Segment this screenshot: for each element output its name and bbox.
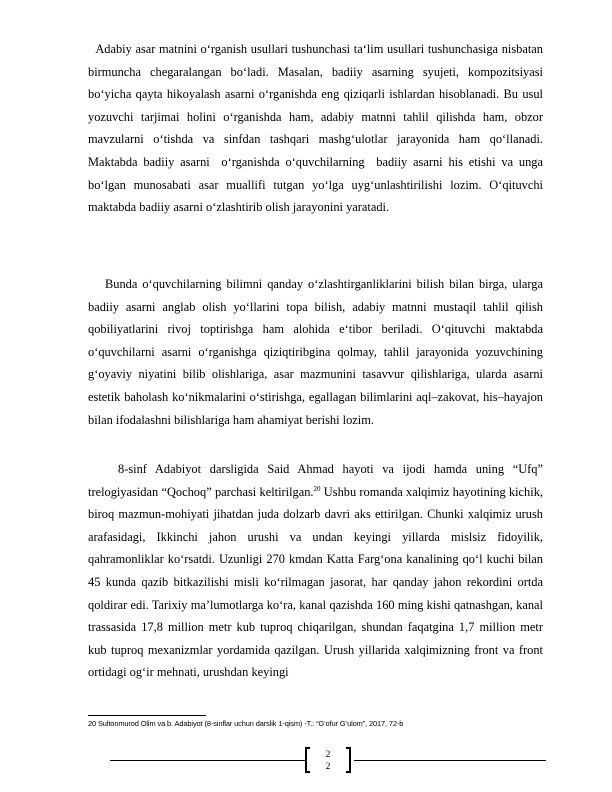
footer-rule-left	[110, 760, 307, 761]
paragraph-3-text-start: 8-sinf Adabiyot darsligida Said Ahmad hayoti va ijodi hamda uning “Ufq” trelogiyasidan “Qochoq” parchasi keltirilgan.	[88, 462, 543, 499]
footer-bracket-left-icon	[302, 747, 312, 773]
paragraph-1: Adabiy asar matnini o‘rganish usullari tushunchasi ta‘lim usullari tushunchasiga nisbatan birmuncha chegaralangan bo‘ladi. Masalan, badiiy asarning syujeti, kompozitsiyasi bo‘yicha qayta hikoyalash asarni o‘rganishda eng qiziqarli ishlardan hisoblanadi. Bu usul yozuvchi tarjimai holini o‘rganishda ham, adabiy matnni tahlil qilishda ham, obzor mavzularni o‘tishda va sinfdan tashqari mashg‘ulotlar jarayonida ham qo‘llanadi. Maktabda badiiy asarni o‘rganishda o‘quvchilarning badiiy asarni his etishi va unga bo‘lgan munosabati asar muallifi tutgan yo‘lga uyg‘unlashtirilishi lozim. O‘qituvchi maktabda badiiy asarni o‘zlashtirib olish jarayonini yaratadi.	[88, 42, 547, 215]
footnote-reference: 20	[313, 484, 321, 493]
footnote-separator	[88, 715, 206, 716]
footer-bracket-right-icon	[344, 747, 354, 773]
paragraph-2	[88, 273, 543, 431]
paragraph-2-text: Bunda o‘quvchilarning bilimni qanday o‘zlashtirganliklarini bilish bilan birga, ularga badiiy asarni anglab olish yo‘llarini topa bilish, adabiy matnni mustaqil tahlil qilish qobiliyatlarini rivoj toptirishga ham alohida e‘tibor beriladi. O‘qituvchi maktabda o‘quvchilarni asarni o‘rganishga qiziqtiribgina qolmay, tahlil jarayonida yozuvchining g‘oyaviy niyatini bilib olishlariga, asar mazmunini tasavvur qilishlariga, ularda asarni estetik baholash ko‘nikmalarini o‘stirishga, egallagan bilimlarini aql–zakovat, his–hayajon bilan ifodalashni bilishlariga ham ahamiyat berishi lozim.	[88, 277, 543, 427]
page-number-line-1: 2	[325, 750, 331, 760]
page-number-line-2: 2	[325, 762, 331, 772]
paragraph-3-text-end: Ushbu romanda xalqimiz hayotining kichik, biroq mazmun-mohiyati jihatdan juda dolzarb davri aks ettirilgan. Chunki xalqimiz urush arafasidagi, Ikkinchi jahon urushi va undan keyingi yillarda mislsiz fidoyilik, qahramonliklar ko‘rsatdi. Uzunligi 270 kmdan Katta Farg‘ona kanalining qo‘l kuchi bilan 45 kunda qazib bitkazilishi misli ko‘rilmagan jasorat, har qanday jahon rekordini ortda qoldirar edi. Tarixiy ma’lumotlarga ko‘ra, kanal qazishda 160 ming kishi qatnashgan, kanal trassasida 17,8 million metr kub tuproq chiqarilgan, shundan faqatgina 1,7 million metr kub tuproq mexanizmlar yordamida qazilgan. Urush yillarida xalqimizning front va front ortidagi og‘ir mehnati, urushdan keyingi	[88, 484, 543, 680]
paragraph-3	[88, 458, 543, 684]
footer-rule-right	[354, 760, 546, 761]
footnote-text: 20 Sultonmurod Olim va b. Adabiyot (8-sinflar uchun darslik 1-qism) -T.: “G‘ofur G‘ulom”, 2017, 72-b	[88, 719, 404, 728]
